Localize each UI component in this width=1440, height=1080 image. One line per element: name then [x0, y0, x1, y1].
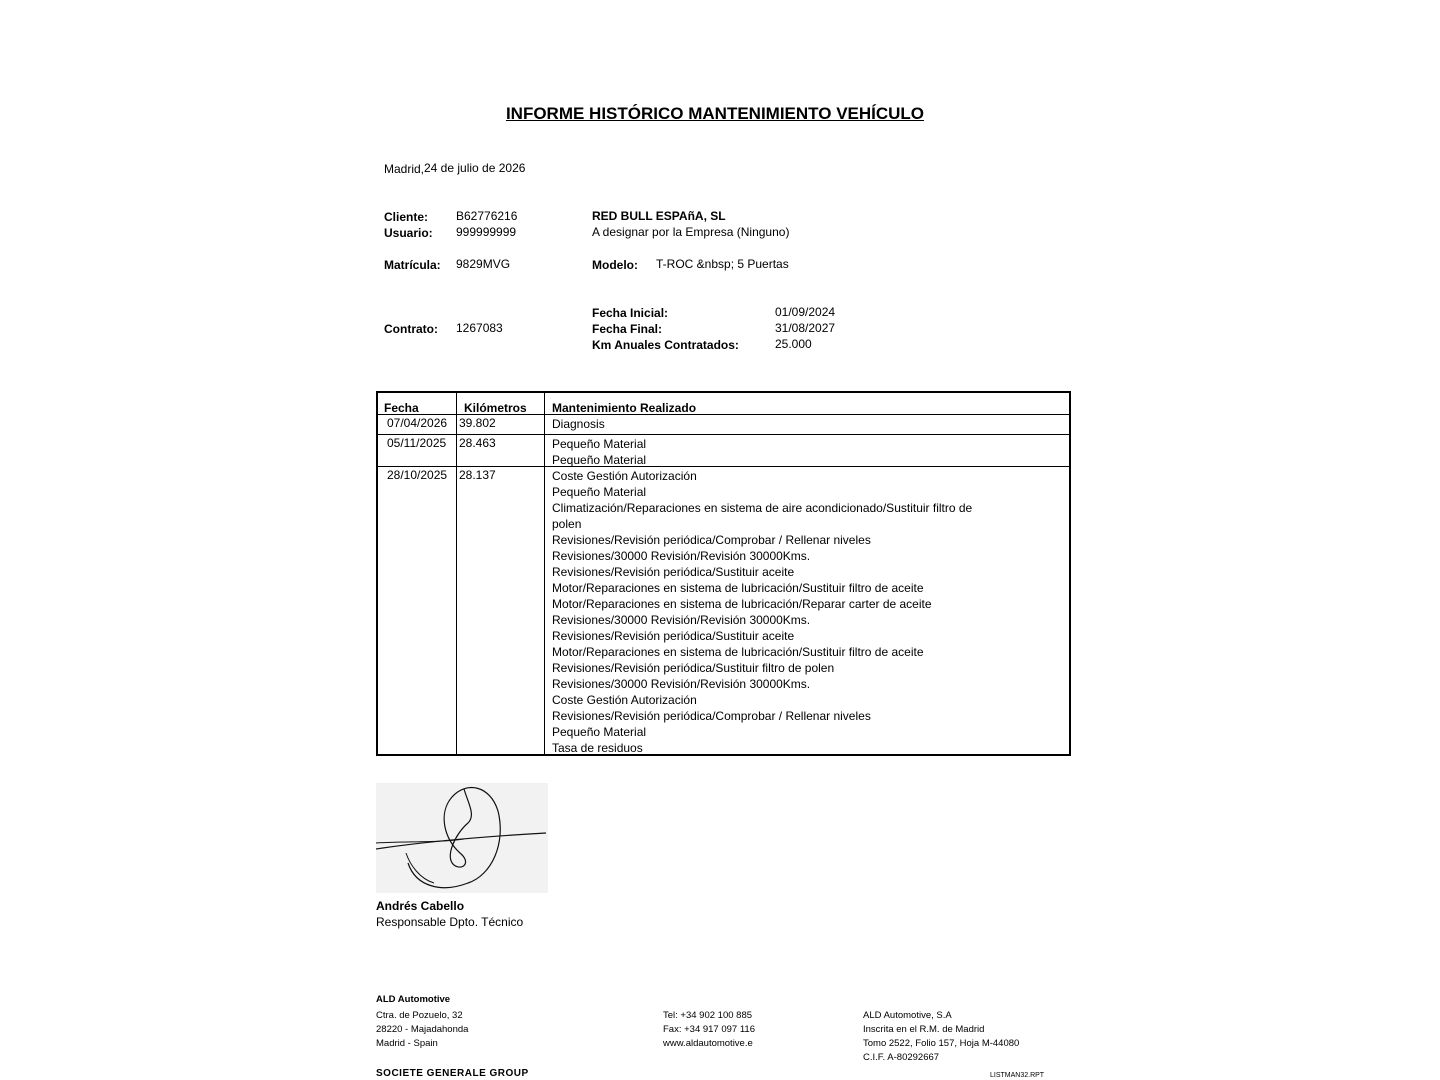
user-description: A designar por la Empresa (Ninguno)	[592, 225, 790, 239]
user-id: 999999999	[456, 225, 517, 239]
maintenance-table	[376, 391, 1071, 756]
signature-scribble	[376, 783, 548, 893]
client-id: B62776216	[456, 209, 518, 223]
start-date-value: 01/09/2024	[775, 305, 836, 319]
client-name: RED BULL ESPAñA, SL	[592, 209, 726, 223]
header-maintenance: Mantenimiento Realizado	[552, 401, 697, 415]
maintenance-item: Diagnosis	[552, 417, 605, 431]
maintenance-item: Revisiones/Revisión periódica/Sustituir aceite	[552, 629, 795, 643]
legal-line: C.I.F. A-80292667	[863, 1052, 940, 1063]
maintenance-item: Climatización/Reparaciones en sistema de aire acondicionado/Sustituir filtro de	[552, 501, 973, 515]
address-line: Madrid - Spain	[376, 1038, 438, 1049]
address-line: Ctra. de Pozuelo, 32	[376, 1010, 463, 1021]
contract-label: Contrato:	[384, 322, 438, 336]
maintenance-item: Revisiones/30000 Revisión/Revisión 30000Kms.	[552, 677, 811, 691]
fax-line: Fax: +34 917 097 116	[663, 1024, 755, 1035]
row-km: 39.802	[459, 416, 496, 430]
maintenance-item: Pequeño Material	[552, 453, 647, 467]
row-date: 28/10/2025	[387, 468, 448, 482]
signatory-name: Andrés Cabello	[376, 899, 465, 913]
annual-km-value: 25.000	[775, 337, 812, 351]
maintenance-item: Revisiones/30000 Revisión/Revisión 30000Kms.	[552, 549, 811, 563]
model-label: Modelo:	[592, 258, 638, 272]
maintenance-item: Tasa de residuos	[552, 741, 643, 755]
maintenance-item: polen	[552, 517, 582, 531]
maintenance-item: Pequeño Material	[552, 437, 647, 451]
maintenance-item: Pequeño Material	[552, 725, 647, 739]
maintenance-item: Motor/Reparaciones en sistema de lubricación/Sustituir filtro de aceite	[552, 645, 924, 659]
plate-label: Matrícula:	[384, 258, 441, 272]
maintenance-item: Revisiones/30000 Revisión/Revisión 30000Kms.	[552, 613, 811, 627]
report-date: 24 de julio de 2026	[424, 161, 526, 175]
address-line: 28220 - Majadahonda	[376, 1024, 469, 1035]
end-date-label: Fecha Final:	[592, 322, 663, 336]
signature-image	[376, 783, 548, 893]
end-date-value: 31/08/2027	[775, 321, 836, 335]
row-km: 28.463	[459, 436, 496, 450]
maintenance-item: Coste Gestión Autorización	[552, 693, 697, 707]
row-km: 28.137	[459, 468, 496, 482]
document-title: INFORME HISTÓRICO MANTENIMIENTO VEHÍCULO	[505, 104, 925, 123]
maintenance-item: Revisiones/Revisión periódica/Comprobar / Rellenar niveles	[552, 709, 871, 723]
start-date-label: Fecha Inicial:	[592, 306, 669, 320]
column-divider	[544, 393, 545, 754]
maintenance-items	[552, 468, 972, 756]
maintenance-item: Coste Gestión Autorización	[552, 469, 697, 483]
column-divider	[456, 393, 457, 754]
place-label: Madrid,	[384, 162, 425, 176]
model-value: T-ROC &nbsp; 5 Puertas	[656, 257, 789, 271]
legal-line: Inscrita en el R.M. de Madrid	[863, 1024, 985, 1035]
footer-legal	[863, 1009, 1019, 1065]
client-label: Cliente:	[384, 210, 429, 224]
footer-company: ALD Automotive	[376, 994, 451, 1005]
contract-number: 1267083	[456, 321, 503, 335]
phone-line: Tel: +34 902 100 885	[663, 1010, 753, 1021]
maintenance-items	[552, 416, 605, 432]
group-label: SOCIETE GENERALE GROUP	[376, 1068, 529, 1079]
annual-km-label: Km Anuales Contratados:	[592, 338, 739, 352]
header-km: Kilómetros	[464, 401, 527, 415]
row-divider	[378, 466, 1069, 467]
user-label: Usuario:	[384, 226, 433, 240]
footer-contact	[663, 1009, 755, 1051]
signatory-role: Responsable Dpto. Técnico	[376, 915, 524, 929]
footer-address	[376, 1009, 468, 1051]
row-date: 05/11/2025	[387, 436, 447, 450]
maintenance-item: Pequeño Material	[552, 485, 647, 499]
maintenance-item: Revisiones/Revisión periódica/Sustituir filtro de polen	[552, 661, 835, 675]
file-id: LISTMAN32.RPT	[990, 1072, 1045, 1079]
maintenance-items	[552, 436, 646, 468]
legal-line: ALD Automotive, S.A	[863, 1010, 952, 1021]
legal-line: Tomo 2522, Folio 157, Hoja M-44080	[863, 1038, 1020, 1049]
maintenance-item: Revisiones/Revisión periódica/Comprobar / Rellenar niveles	[552, 533, 871, 547]
website-line: www.aldautomotive.e	[663, 1038, 753, 1049]
row-divider	[378, 434, 1069, 435]
maintenance-item: Revisiones/Revisión periódica/Sustituir aceite	[552, 565, 795, 579]
header-date: Fecha	[384, 401, 419, 415]
plate-value: 9829MVG	[456, 257, 511, 271]
row-date: 07/04/2026	[387, 416, 448, 430]
maintenance-item: Motor/Reparaciones en sistema de lubricación/Sustituir filtro de aceite	[552, 581, 924, 595]
maintenance-item: Motor/Reparaciones en sistema de lubricación/Reparar carter de aceite	[552, 597, 932, 611]
